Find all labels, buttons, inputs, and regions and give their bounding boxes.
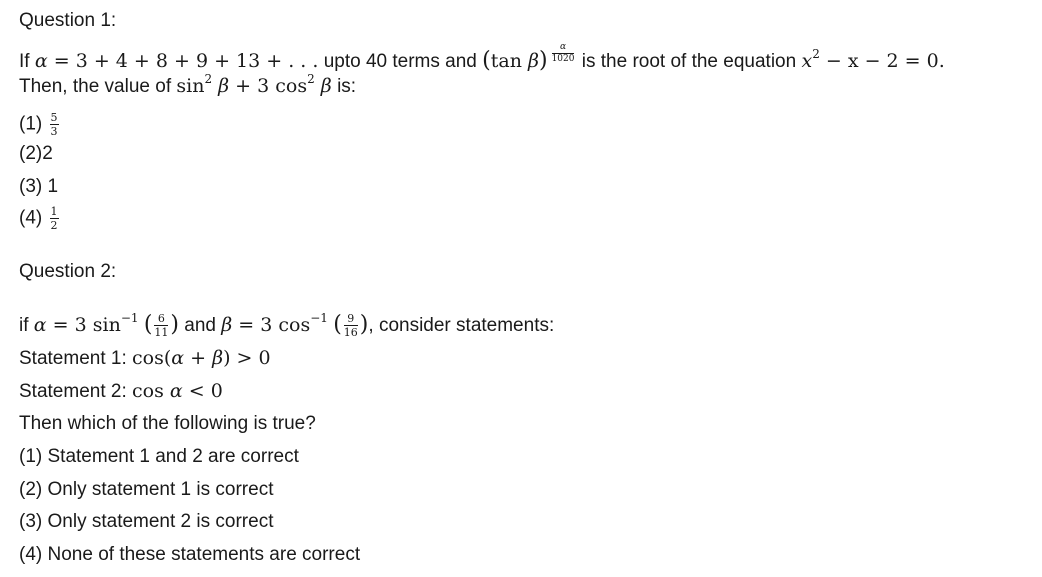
option1-fraction: $\frac{5}{3}$ <box>50 111 58 138</box>
q1-statement-line2: Then, the value of $\sin^2 \beta + 3$ $\cos^2 \beta$ is: <box>19 72 357 97</box>
option4-fraction: $\frac{1}{2}$ <box>50 205 58 232</box>
q1-option-3: (3) 1 <box>19 176 59 197</box>
q1-statement-line1: If α = 3 + 4 + 8 + 9 + 13 + . . . upto 40 terms and (tan β) $\frac{\alpha}{1020}$ is the root of the equation $x^2 - x - 2 = 0$. <box>19 42 945 73</box>
alpha-fraction: $\frac{6}{11}$ <box>154 312 169 340</box>
q1-option-2: (2)2 <box>19 143 53 164</box>
upto-text: upto 40 terms and <box>323 51 477 72</box>
q2-heading: Question 2: <box>19 261 117 282</box>
q2-option-2: (2) Only statement 1 is correct <box>19 479 274 500</box>
root-text: is the root of the equation <box>581 51 797 72</box>
q2-option-4: (4) None of these statements are correct <box>19 544 361 565</box>
alpha-series: 3 + 4 + 8 + 9 + 13 + . . . <box>75 50 319 72</box>
statement-1: Statement 1: cos(α + β) > 0 <box>19 347 271 369</box>
q2-given-line: if α = 3 $\sin^{-1}$ ( $\frac{6}{11}$ ) and β = 3 $\cos^{-1}$ ( $\frac{9}{16}$ ), consider statements: <box>19 311 555 340</box>
q1-option-4: (4) $\frac{1}{2}$ <box>19 205 58 232</box>
q1-option-1: (1) $\frac{5}{3}$ <box>19 111 58 138</box>
equation-rhs: − x − 2 = 0. <box>825 50 945 72</box>
exponent-fraction: $\frac{\alpha}{1020}$ <box>551 42 575 65</box>
q2-question-text: Then which of the following is true? <box>19 413 316 434</box>
beta-fraction: $\frac{9}{16}$ <box>343 312 358 340</box>
statement-2: Statement 2: cos α < 0 <box>19 380 223 402</box>
q2-option-1: (1) Statement 1 and 2 are correct <box>19 446 299 467</box>
q2-option-3: (3) Only statement 2 is correct <box>19 511 274 532</box>
q1-heading: Question 1: <box>19 10 117 31</box>
